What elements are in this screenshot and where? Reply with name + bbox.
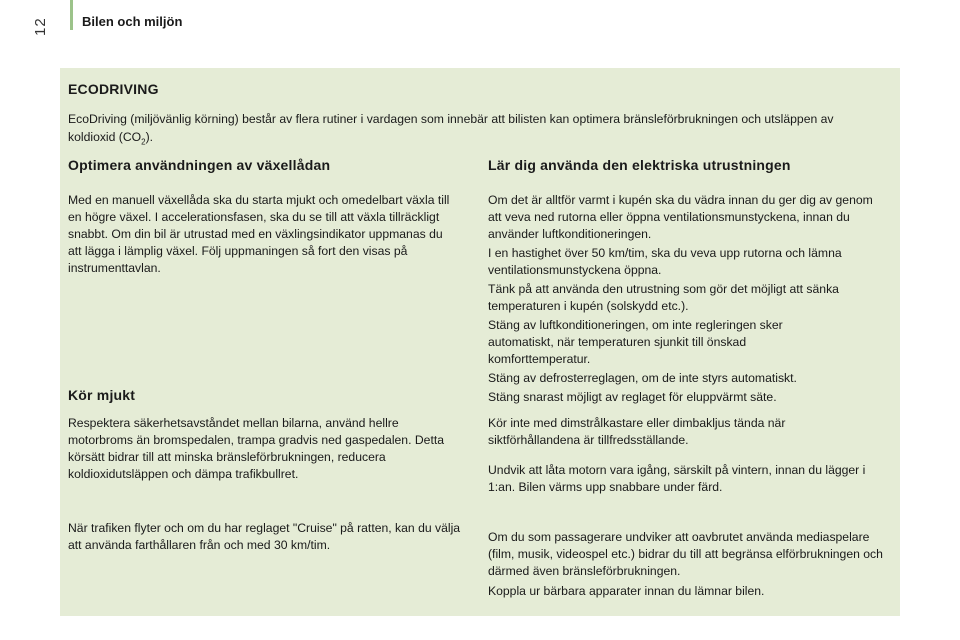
- gearbox-heading: Optimera användningen av växellådan: [68, 157, 331, 173]
- ecodriving-heading: ECODRIVING: [68, 81, 159, 97]
- electrical-text-6: Stäng snarast möjligt av reglaget för eluppvärmt säte.: [488, 390, 777, 404]
- electrical-heading: Lär dig använda den elektriska utrustningen: [488, 157, 791, 173]
- smooth-driving-heading: Kör mjukt: [68, 387, 136, 403]
- smooth-driving-text-1: Respektera säkerhetsavståndet mellan bilarna, använd hellre motorbroms än bromspedalen, trampa gradvis ned gaspedalen. Detta körsätt bidrar till att minska bränsleförbrukningen, reducera koldioxidutsläppen och dämpa trafikbullret.: [68, 416, 444, 481]
- electrical-text-3: Tänk på att använda den utrustning som gör det möjligt att sänka temperaturen i kupén (solskydd etc.).: [488, 282, 839, 313]
- page-number: 12: [32, 17, 49, 36]
- intro-text-end: ).: [145, 130, 154, 144]
- intro-text: EcoDriving (miljövänlig körning) består av flera rutiner i vardagen som innebär att bilisten kan optimera bränsleförbrukningen och utsläppen av koldioxid (CO: [68, 112, 834, 144]
- electrical-text-5: Stäng av defrosterreglagen, om de inte styrs automatiskt.: [488, 371, 797, 385]
- electrical-text-8: Undvik att låta motorn vara igång, särskilt på vintern, innan du lägger i 1:an. Bilen värms upp snabbare under färd.: [488, 463, 866, 494]
- electrical-text-7: Kör inte med dimstrålkastare eller dimbakljus tända när siktförhållandena är tillfredsställande.: [488, 416, 786, 447]
- electrical-text-9: Om du som passagerare undviker att oavbrutet använda mediaspelare (film, musik, videospel etc.) bidrar du till att begränsa elförbrukningen och därmed även bränsleförbrukningen.: [488, 530, 883, 578]
- smooth-driving-text-2: När trafiken flyter och om du har reglaget "Cruise" på ratten, kan du välja att använda farthållaren från och med 30 km/tim.: [68, 521, 461, 552]
- electrical-text-4: Stäng av luftkonditioneringen, om inte regleringen sker automatiskt, när temperaturen sjunkit till önskad komforttemperatur.: [488, 318, 783, 366]
- section-title: Bilen och miljön: [82, 14, 183, 29]
- co2-subscript: 2: [141, 137, 146, 147]
- gearbox-text: Med en manuell växellåda ska du starta mjukt och omedelbart växla till en högre växel. I accelerationsfasen, ska du se till att växla tillräckligt snabbt. Om din bil är utrustad med en växlingsindikator uppmanas du att lägga i lämplig växel. Följ uppmaningen så fort den visas på instrumenttavlan.: [68, 193, 450, 275]
- electrical-text-10: Koppla ur bärbara apparater innan du lämnar bilen.: [488, 584, 765, 598]
- electrical-text-2: I en hastighet över 50 km/tim, ska du veva upp rutorna och lämna ventilationsmunstyckena öppna.: [488, 246, 842, 277]
- electrical-text-1: Om det är alltför varmt i kupén ska du vädra innan du ger dig av genom att veva ned rutorna eller öppna ventilationsmunstyckena, innan du använder luftkonditioneringen.: [488, 193, 873, 241]
- intro-paragraph: [68, 110, 878, 151]
- header-accent-rule: [70, 0, 73, 30]
